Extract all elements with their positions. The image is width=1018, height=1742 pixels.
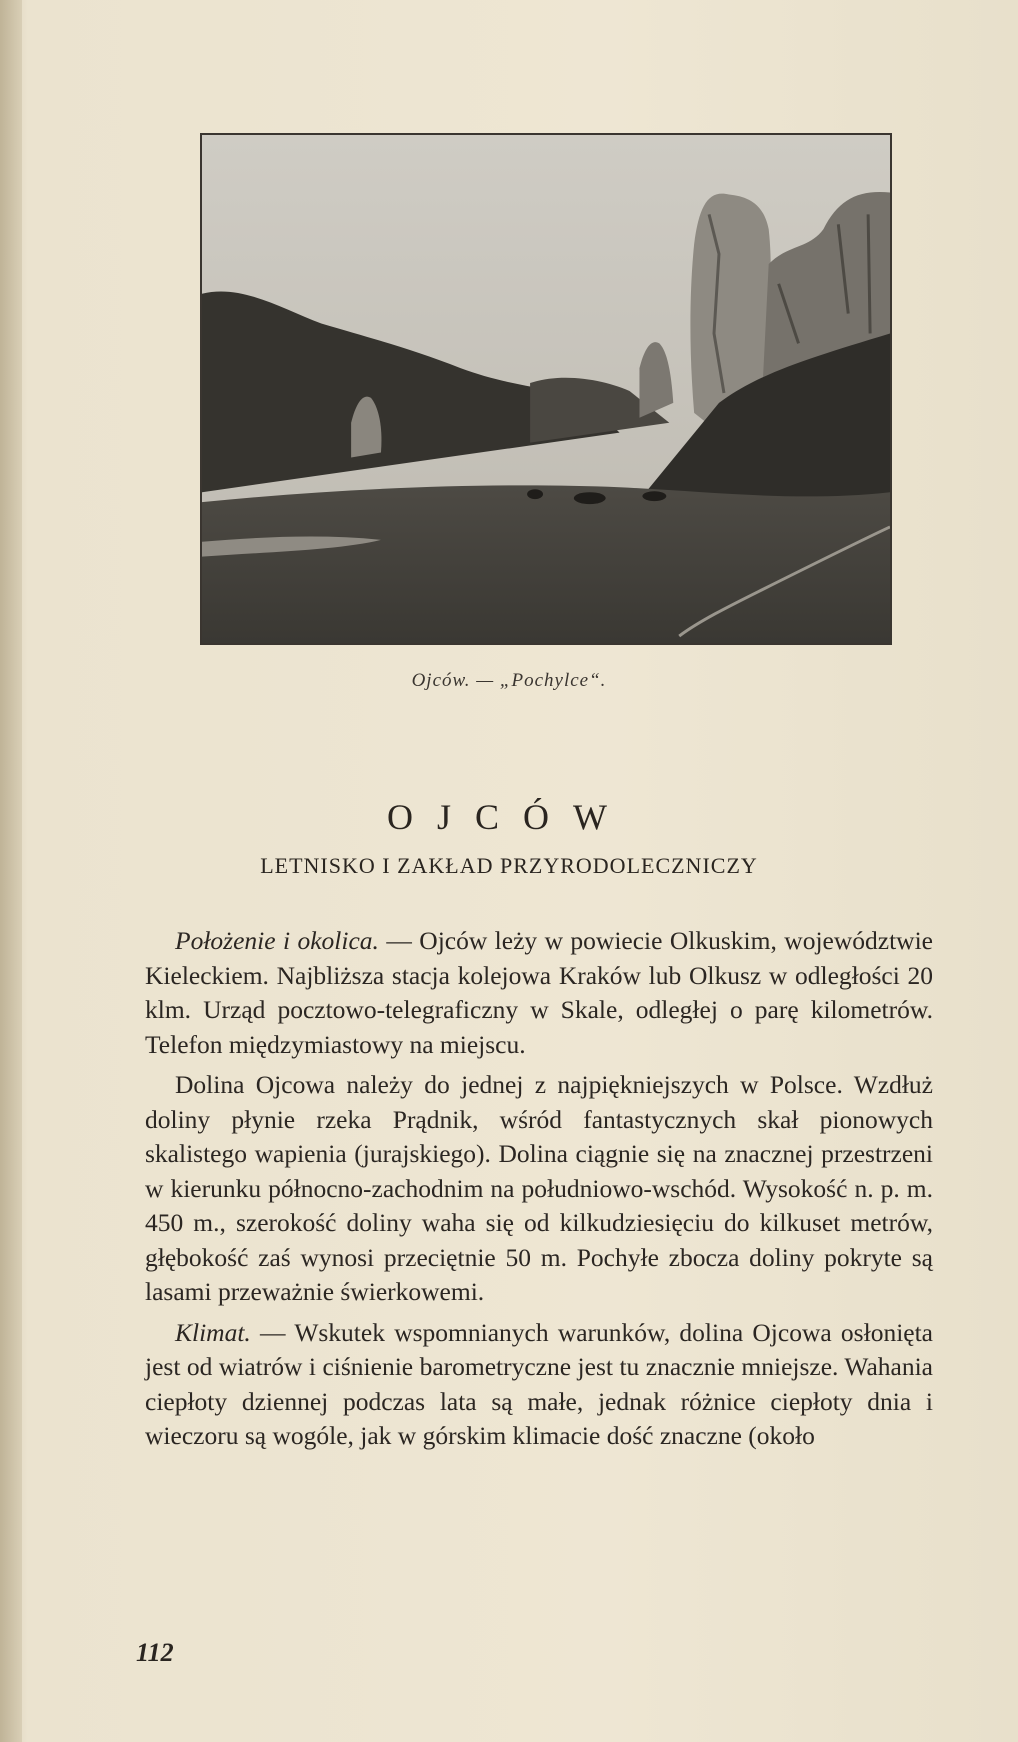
section-heading-climate: Klimat. (175, 1317, 251, 1347)
landscape-photograph (200, 133, 892, 645)
section-heading-location: Położenie i okolica. (175, 926, 379, 955)
paragraph-climate (145, 1316, 933, 1454)
valley-rocks-image (202, 135, 890, 643)
photo-caption: Ojców. — „Pochylce“. (411, 670, 607, 691)
article-body (145, 924, 933, 1460)
paragraph-text: — Wskutek wspomnianych warunków, dolina Ojcowa osłonięta jest od wiatrów i ciśnienie barometryczne jest tu znacznie mniejsze. Wahania ciepłoty dziennej podczas lata są małe, jednak różnice ciepłoty dnia i wieczoru są wogóle, jak w górskim klimacie dość znaczne (około (145, 1317, 933, 1450)
paragraph-valley (145, 1068, 933, 1310)
paragraph-location (145, 924, 933, 1062)
chapter-title: OJCÓW (387, 797, 631, 837)
chapter-subtitle: LETNISKO I ZAKŁAD PRZYRODOLECZNICZY (260, 853, 758, 878)
paragraph-text: Dolina Ojcowa należy do jednej z najpiękniejszych w Polsce. Wzdłuż doliny płynie rzeka Prądnik, wśród fantastycznych skał pionowych skalistego wapienia (jurajskiego). Dolina ciągnie się na znacznej przestrzeni w kierunku północno-zachodnim na południowo-wschód. Wysokość n. p. m. 450 m., szerokość doliny waha się od kilkudziesięciu do kilkuset metrów, głębokość zaś wynosi przeciętnie 50 m. Pochyłe zbocza doliny pokryte są lasami przeważnie świerkowemi. (145, 1070, 933, 1306)
paragraph-text: — Ojców leży w powiecie Olkuskim, województwie Kieleckiem. Najbliższa stacja kolejowa Kraków lub Olkusz w odległości 20 klm. Urząd pocztowo-telegraficzny w Skale, odległej o parę kilometrów. Telefon międzymiastowy na miejscu. (145, 926, 933, 1059)
page-number: 112 (136, 1638, 174, 1667)
